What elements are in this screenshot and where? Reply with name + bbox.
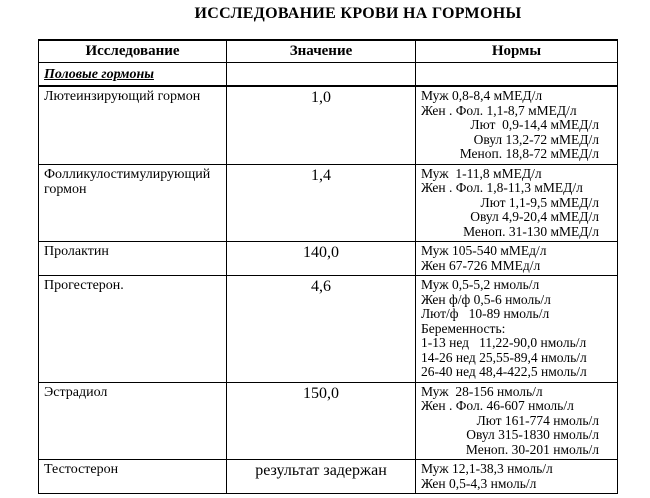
norm-line: Овул 4,9-20,4 мМЕД/л <box>470 209 599 224</box>
norm-line: Жен ф/ф 0,5-6 нмоль/л <box>421 291 551 307</box>
table-row <box>39 242 618 276</box>
table-row <box>39 86 618 164</box>
norm-line: Лют/ф 10-89 нмоль/л <box>421 306 550 321</box>
norm-line: Меноп. 30-201 нмоль/л <box>465 441 599 457</box>
norm-line: 26-40 нед 48,4-422,5 нмоль/л <box>421 364 587 379</box>
norm-line: Жен 0,5-4,3 нмоль/л <box>421 475 537 491</box>
column-header-value: Значение <box>227 40 416 63</box>
page-title: ИССЛЕДОВАНИЕ КРОВИ НА ГОРМОНЫ <box>194 5 522 22</box>
test-name-cell: Прогестерон. <box>39 276 227 383</box>
section-cell <box>39 63 227 87</box>
test-norms-cell <box>416 276 618 383</box>
table-row <box>39 382 618 460</box>
table-row <box>39 164 618 242</box>
test-norms-cell <box>416 460 618 494</box>
norm-line: Лют 161-774 нмоль/л <box>476 412 599 428</box>
table-header-row <box>39 40 618 63</box>
norm-line: Жен . Фол. 1,1-8,7 мМЕД/л <box>421 102 577 118</box>
norm-line: 1-13 нед 11,22-90,0 нмоль/л <box>421 335 587 350</box>
test-norms-cell <box>416 86 618 164</box>
test-value-cell: 150,0 <box>227 382 416 460</box>
test-name-cell: Лютеинзирующий гормон <box>39 86 227 164</box>
norm-line: 14-26 нед 25,55-89,4 нмоль/л <box>421 349 587 365</box>
norm-line: Муж 105-540 мМЕд/л <box>421 243 547 258</box>
test-norms-cell <box>416 164 618 242</box>
test-name-cell: Пролактин <box>39 242 227 276</box>
section-label: Половые гормоны <box>44 67 154 82</box>
norm-line: Меноп. 18,8-72 мМЕД/л <box>459 146 599 161</box>
test-name-cell: Эстрадиол <box>39 382 227 460</box>
test-name-cell: Фолликулостимулирующий гормон <box>39 164 227 242</box>
column-header-test: Исследование <box>39 40 227 63</box>
norm-line: Лют 0,9-14,4 мМЕД/л <box>470 117 599 132</box>
norm-line: Муж 1-11,8 мМЕД/л <box>421 165 542 181</box>
test-value-cell: результат задержан <box>227 460 416 494</box>
hormone-results-table <box>38 39 618 494</box>
test-name-cell: Тестостерон <box>39 460 227 494</box>
norm-line: Меноп. 31-130 мМЕД/л <box>463 223 599 239</box>
test-norms-cell <box>416 242 618 276</box>
column-header-norms: Нормы <box>416 40 618 63</box>
norm-line: Муж 0,5-5,2 нмоль/л <box>421 277 540 292</box>
section-row <box>39 63 618 87</box>
norm-line: Муж 28-156 нмоль/л <box>421 383 543 399</box>
norm-line: Жен 67-726 ММЕд/л <box>421 257 541 273</box>
norm-line: Овул 315-1830 нмоль/л <box>466 427 599 442</box>
norm-line: Лют 1,1-9,5 мМЕД/л <box>480 194 599 210</box>
section-empty-value-cell <box>227 63 416 87</box>
norm-line: Овул 13,2-72 мМЕД/л <box>473 131 599 147</box>
norm-line: Жен . Фол. 1,8-11,3 мМЕД/л <box>421 180 583 195</box>
table-row <box>39 460 618 494</box>
test-value-cell: 1,4 <box>227 164 416 242</box>
norm-line: Жен . Фол. 46-607 нмоль/л <box>421 398 574 413</box>
norm-line: Беременность: <box>421 320 506 336</box>
norm-line: Муж 12,1-38,3 нмоль/л <box>421 461 553 476</box>
test-norms-cell <box>416 382 618 460</box>
section-empty-norms-cell <box>416 63 618 87</box>
test-value-cell: 4,6 <box>227 276 416 383</box>
table-row <box>39 276 618 383</box>
test-value-cell: 1,0 <box>227 86 416 164</box>
norm-line: Муж 0,8-8,4 мМЕД/л <box>421 88 543 103</box>
test-value-cell: 140,0 <box>227 242 416 276</box>
hormone-table-container <box>38 39 618 494</box>
